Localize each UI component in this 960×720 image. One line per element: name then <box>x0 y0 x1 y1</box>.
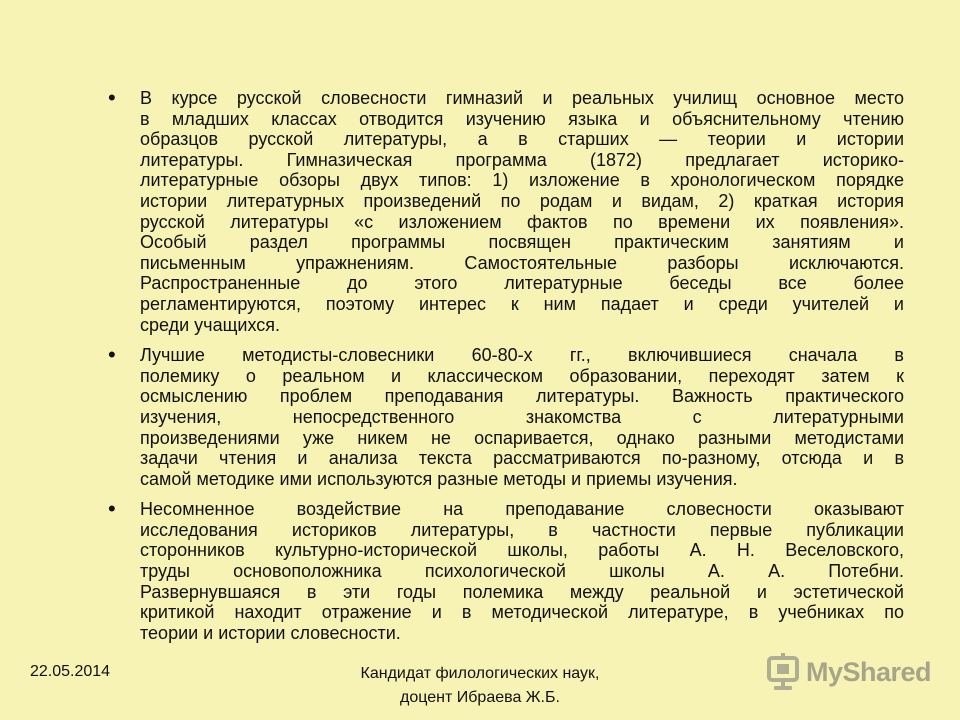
text-line: критикой находит отражение и в методической литературе, в учебниках по <box>140 602 904 623</box>
text-line: самой методике ими используются разные методы и приемы изучения. <box>140 468 738 489</box>
footer-author <box>320 662 640 710</box>
bullet-item <box>108 85 904 335</box>
text-line: Особый раздел программы посвящен практическим занятиям и <box>140 232 904 253</box>
bullet-item <box>108 342 904 489</box>
text-line: письменным упражнениям. Самостоятельные разборы исключаются. <box>140 252 904 273</box>
text-line: образцов русской литературы, а в старших — теории и истории <box>140 129 904 150</box>
bullet-text <box>140 499 904 643</box>
text-line: изучения, непосредственного знакомства с литературными <box>140 406 904 427</box>
bullet-marker: • <box>108 85 116 110</box>
text-line: русской литературы «с изложением фактов по времени их появления». <box>140 211 904 232</box>
bullet-item <box>108 496 904 643</box>
watermark-logo <box>766 652 931 692</box>
text-line: труды основоположника психологической школы А. А. Потебни. <box>140 561 904 582</box>
text-line: осмыслению проблем преподавания литературы. Важность практического <box>140 386 904 407</box>
text-line: В курсе русской словесности гимназий и реальных училищ основное место <box>140 88 904 108</box>
text-line: литературы. Гимназическая программа (1872) предлагает историко- <box>140 149 904 170</box>
text-line: Развернувшаяся в эти годы полемика между реальной и эстетической <box>140 581 904 602</box>
text-line: Лучшие методисты-словесники 60-80-х гг., включившиеся сначала в <box>140 345 904 366</box>
watermark-text: MyShared <box>806 656 932 687</box>
author-degree: Кандидат филологических наук, <box>360 665 600 682</box>
text-line: сторонников культурно-исторической школы, работы А. Н. Веселовского, <box>140 540 904 561</box>
author-name: доцент Ибраева Ж.Б. <box>400 689 560 706</box>
text-line: произведениями уже никем не оспаривается, однако разными методистами <box>140 427 904 448</box>
text-line: в младших классах отводится изучению языка и объяснительному чтению <box>140 108 904 129</box>
text-line: полемику о реальном и классическом образовании, переходят затем к <box>140 365 904 386</box>
bullet-text <box>140 345 904 489</box>
bullet-marker: • <box>108 496 116 522</box>
text-line: Распространенные до этого литературные беседы все более <box>140 273 904 294</box>
bullet-list <box>108 85 904 653</box>
bullet-text <box>140 88 904 335</box>
text-line: теории и истории словесности. <box>140 622 401 643</box>
text-line: задачи чтения и анализа текста рассматриваются по-разному, отсюда и в <box>140 448 904 469</box>
text-line: исследования историков литературы, в частности первые публикации <box>140 519 904 540</box>
text-line: регламентируются, поэтому интерес к ним падает и среди учителей и <box>140 293 904 314</box>
text-line: среди учащихся. <box>140 314 280 335</box>
text-line: литературные обзоры двух типов: 1) изложение в хронологическом порядке <box>140 170 904 191</box>
presentation-board-icon <box>766 652 800 692</box>
bullet-marker: • <box>108 342 116 368</box>
text-line: Несомненное воздействие на преподавание словесности оказывают <box>140 499 904 520</box>
text-line: истории литературных произведений по родам и видам, 2) краткая история <box>140 190 904 211</box>
footer-date: 22.05.2014 <box>30 663 111 680</box>
